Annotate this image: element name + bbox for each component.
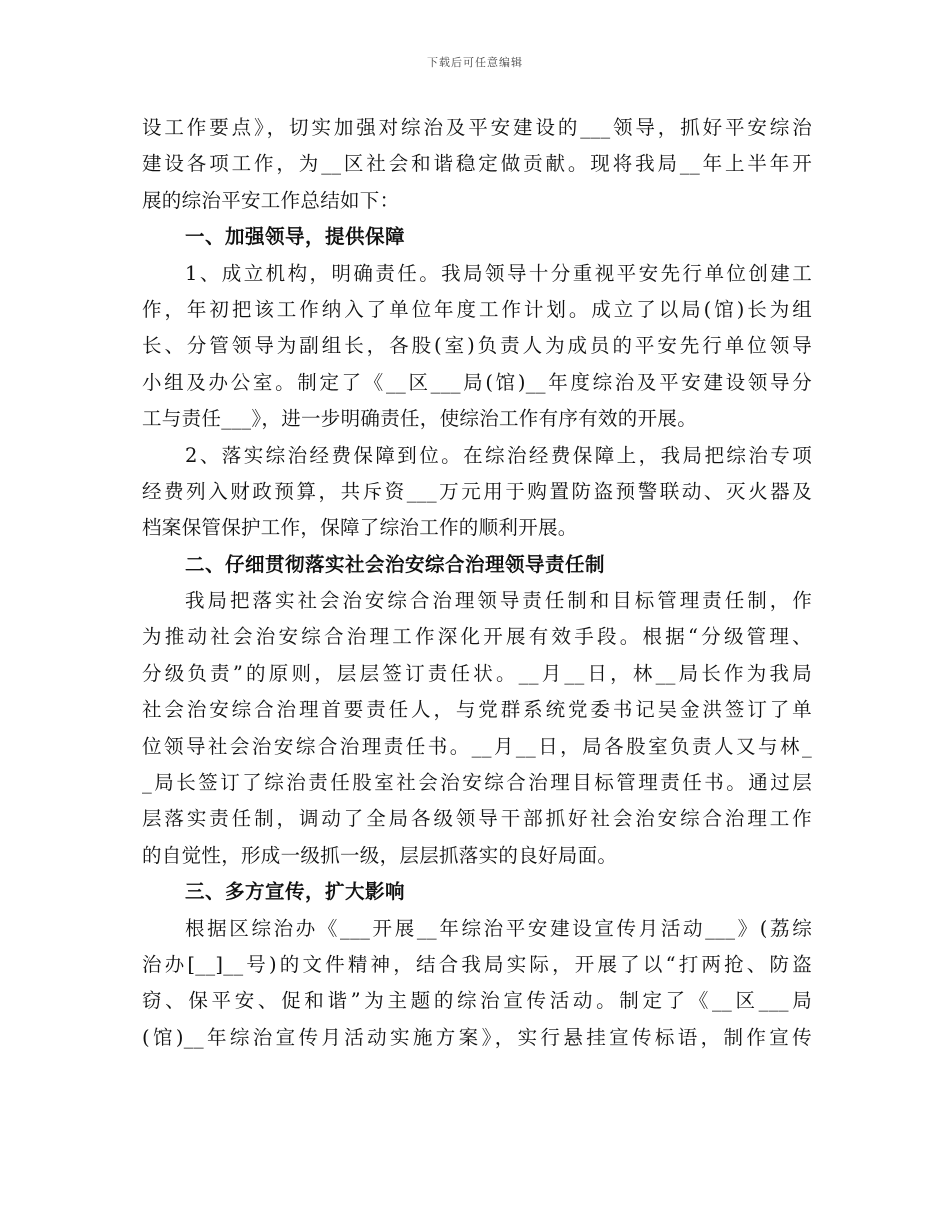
paragraph-first-line: 我局把落实社会治安综合治理领导责任制和目标管理责任制，作 xyxy=(185,589,812,613)
body-line: 小组及办公室。制定了《__区___局(馆)__年度综治及平安建设领导分 xyxy=(142,370,812,394)
section-heading: 一、加强领导，提供保障 xyxy=(185,225,406,249)
body-line: 设工作要点》，切实加强对综治及平安建设的___领导，抓好平安综治 xyxy=(142,116,812,139)
paragraph-first-line: 2、落实综治经费保障到位。在综治经费保障上，我局把综治专项 xyxy=(185,443,812,467)
paragraph-first-line: 1、成立机构，明确责任。我局领导十分重视平安先行单位创建工 xyxy=(185,261,812,285)
document-body xyxy=(142,110,812,1056)
body-line: 位领导社会治安综合治理责任书。__月__日，局各股室负责人又与林_ xyxy=(142,734,812,758)
body-line: (馆)__年综治宣传月活动实施方案》，实行悬挂宣传标语，制作宣传 xyxy=(142,1025,812,1049)
section-heading: 三、多方宣传，扩大影响 xyxy=(185,880,406,904)
body-line: 长、分管领导为副组长，各股(室)负责人为成员的平安先行单位领导 xyxy=(142,334,812,358)
page-header-note: 下载后可任意编辑 xyxy=(427,56,523,69)
paragraph-last-line: 工与责任___》，进一步明确责任，使综治工作有序有效的开展。 xyxy=(142,407,698,431)
body-line: 为推动社会治安综合治理工作深化开展有效手段。根据“分级管理、 xyxy=(142,625,812,649)
paragraph-first-line: 根据区综治办《___开展__年综治平安建设宣传月活动___》(荔综 xyxy=(185,916,812,940)
body-line: 层落实责任制，调动了全局各级领导干部抓好社会治安综合治理工作 xyxy=(142,807,812,831)
body-line: 治办[__]__号)的文件精神，结合我局实际，开展了以“打两抢、防盗 xyxy=(142,952,812,976)
body-line: 经费列入财政预算，共斥资___万元用于购置防盗预警联动、灭火器及 xyxy=(142,479,812,503)
section-heading: 二、仔细贯彻落实社会治安综合治理领导责任制 xyxy=(185,552,606,576)
body-line: 社会治安综合治理首要责任人，与党群系统党委书记吴金洪签订了单 xyxy=(142,698,812,722)
paragraph-last-line: 展的综治平安工作总结如下： xyxy=(142,188,400,212)
paragraph-last-line: 的自觉性，形成一级抓一级，层层抓落实的良好局面。 xyxy=(142,843,618,867)
body-line: 作，年初把该工作纳入了单位年度工作计划。成立了以局(馆)长为组 xyxy=(142,297,812,321)
body-line: 窃、保平安、促和谐”为主题的综治宣传活动。制定了《__区___局 xyxy=(142,989,812,1013)
paragraph-last-line: 档案保管保护工作，保障了综治工作的顺利开展。 xyxy=(142,516,578,540)
body-line: _局长签订了综治责任股室社会治安综合治理目标管理责任书。通过层 xyxy=(142,771,812,795)
body-line: 建设各项工作，为__区社会和谐稳定做贡献。现将我局__年上半年开 xyxy=(142,152,812,176)
body-line: 分级负责”的原则，层层签订责任状。__月__日，林__局长作为我局 xyxy=(142,661,812,685)
